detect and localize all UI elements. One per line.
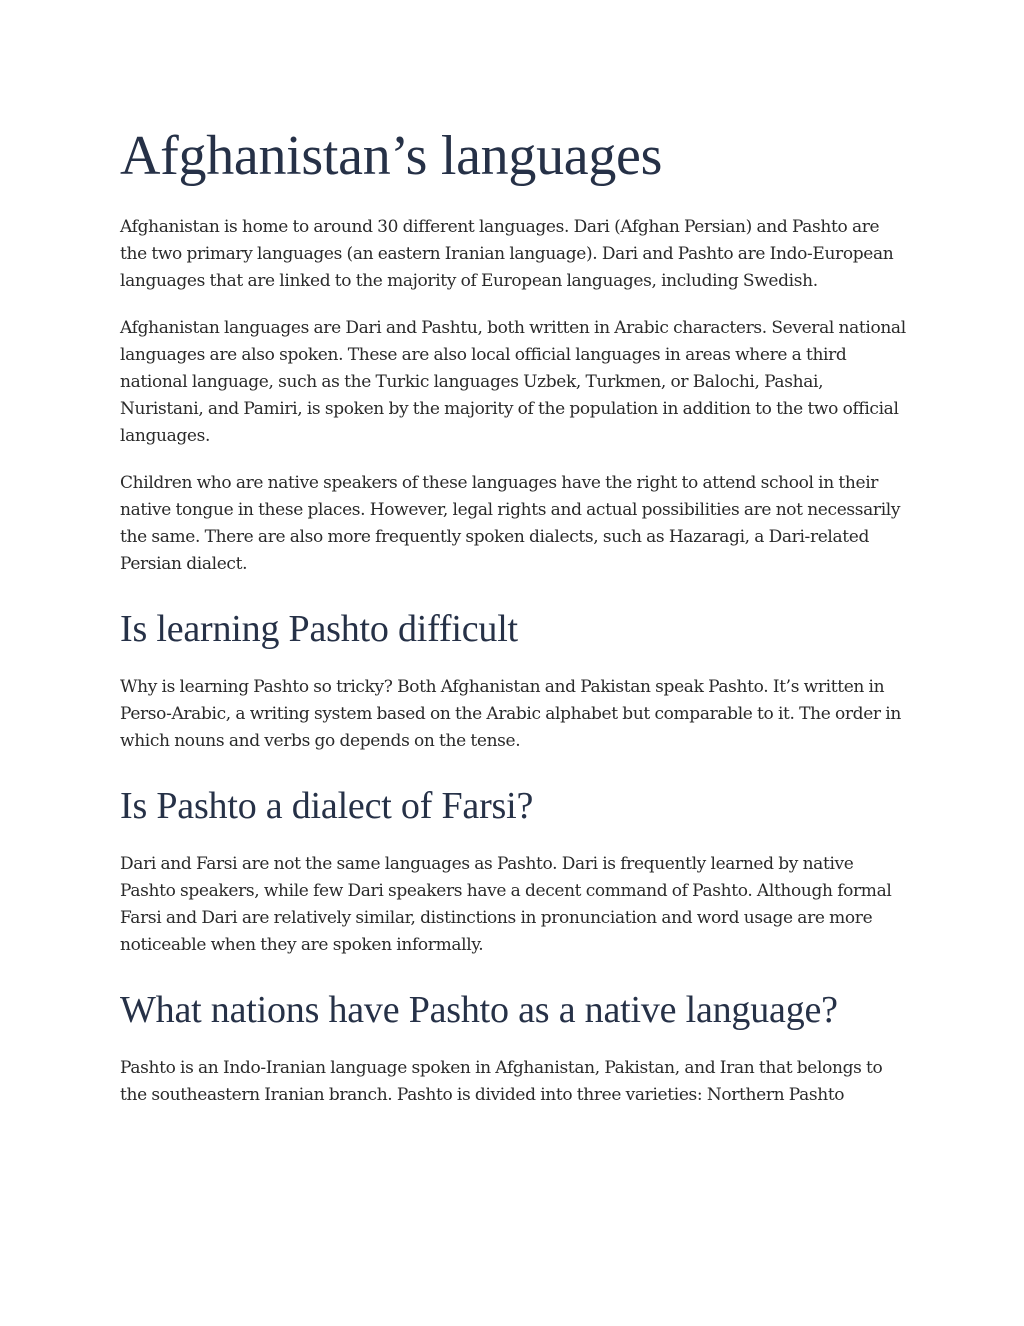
intro-paragraph-1: Afghanistan is home to around 30 different languages. Dari (Afghan Persian) and Pashto are the two primary languages (an eastern Iranian language). Dari and Pashto are Indo-European languages that are linked to the majority of European languages, including Swedish. [120,217,894,291]
page-title: Afghanistan’s languages [120,125,663,187]
section-paragraph: Why is learning Pashto so tricky? Both Afghanistan and Pakistan speak Pashto. It’s written in Perso-Arabic, a writing system based on the Arabic alphabet but comparable to it. The order in which nouns and verbs go depends on the tense. [120,677,901,751]
intro-paragraph-2: Afghanistan languages are Dari and Pashtu, both written in Arabic characters. Several national languages are also spoken. These are also local official languages in areas where a third national language, such as the Turkic languages Uzbek, Turkmen, or Balochi, Pashai, Nuristani, and Pamiri, is spoken by the majority of the population in addition to the two official languages. [120,318,906,446]
section-heading: What nations have Pashto as a native language? [120,989,838,1031]
intro-paragraph-3: Children who are native speakers of these languages have the right to attend school in their native tongue in these places. However, legal rights and actual possibilities are not necessarily the same. There are also more frequently spoken dialects, such as Hazaragi, a Dari-related Persian dialect. [120,473,901,574]
section-heading: Is learning Pashto difficult [120,608,518,650]
section-pashto-dialect [120,775,910,959]
section-learning-pashto [120,598,910,755]
section-paragraph: Dari and Farsi are not the same languages as Pashto. Dari is frequently learned by native Pashto speakers, while few Dari speakers have a decent command of Pashto. Although formal Farsi and Dari are relatively similar, distinctions in pronunciation and word usage are more noticeable when they are spoken informally. [120,854,892,955]
section-pashto-nations [120,979,910,1109]
section-paragraph: Pashto is an Indo-Iranian language spoken in Afghanistan, Pakistan, and Iran that belongs to the southeastern Iranian branch. Pashto is divided into three varieties: Northern Pashto [120,1058,883,1105]
section-heading: Is Pashto a dialect of Farsi? [120,785,534,827]
document-page [120,118,910,1129]
